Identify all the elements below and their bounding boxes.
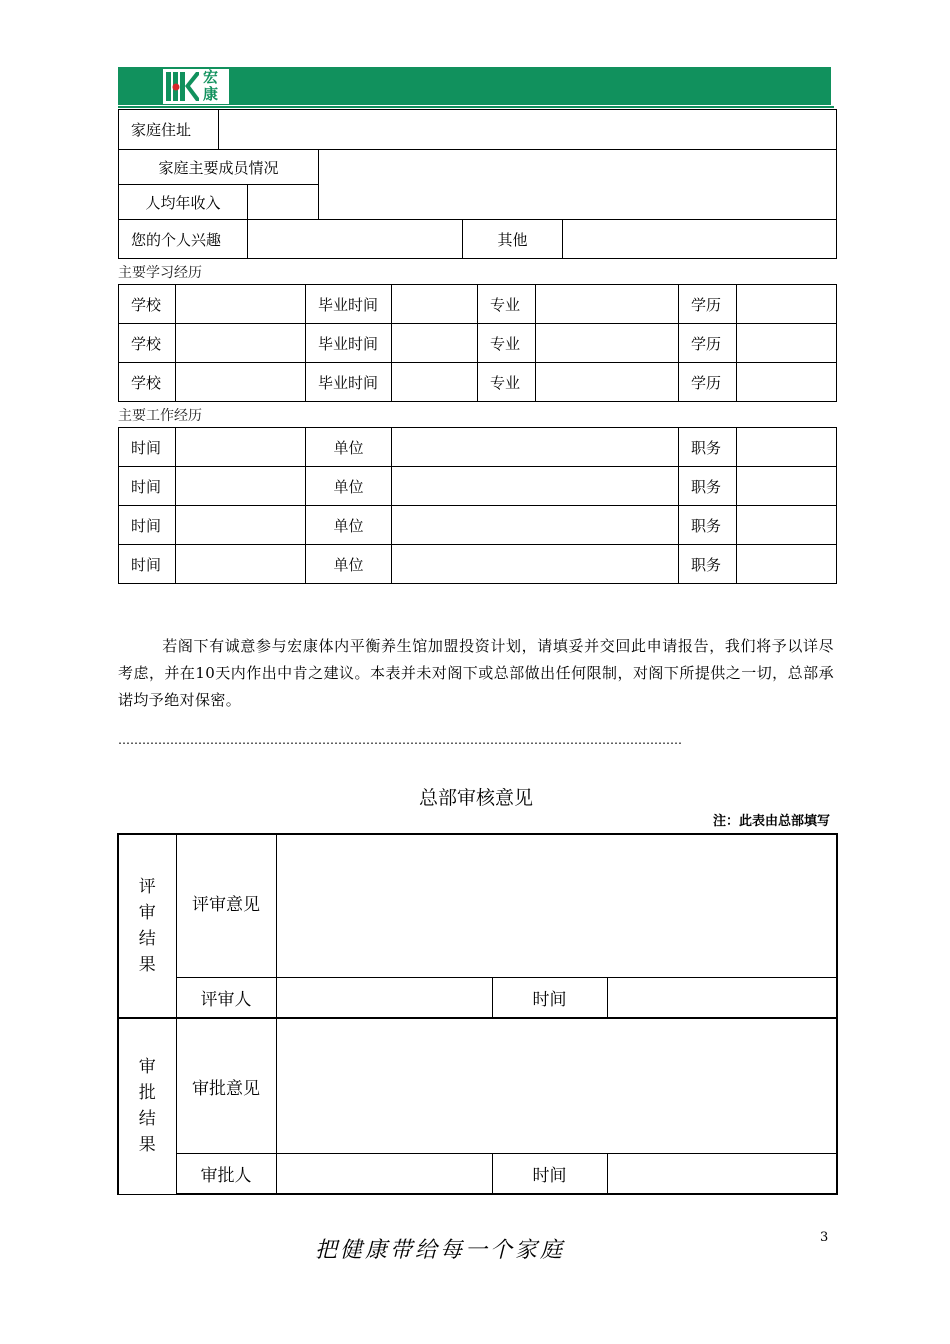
work-table — [118, 427, 837, 584]
time-label: 时间 — [119, 506, 176, 545]
income-field[interactable] — [248, 185, 319, 220]
approval-group-label: 审批结果 — [118, 1018, 176, 1194]
school-label: 学校 — [119, 285, 176, 324]
hobbies-field[interactable] — [248, 220, 463, 259]
position-field[interactable] — [737, 506, 837, 545]
review-note: 注：此表由总部填写 — [712, 814, 830, 829]
degree-label: 学历 — [679, 285, 737, 324]
other-field[interactable] — [563, 220, 837, 259]
evaluator-label: 评审人 — [176, 977, 276, 1018]
header-rule — [118, 106, 834, 108]
work-row — [119, 506, 837, 545]
work-row — [119, 467, 837, 506]
time-field[interactable] — [176, 428, 306, 467]
evaluation-time-label: 时间 — [492, 977, 607, 1018]
hk-logo-icon — [165, 70, 199, 103]
time-label: 时间 — [119, 467, 176, 506]
grad-time-field[interactable] — [392, 285, 478, 324]
review-table — [117, 833, 838, 1195]
major-label: 专业 — [478, 324, 536, 363]
evaluator-field[interactable] — [276, 977, 492, 1018]
time-label: 时间 — [119, 428, 176, 467]
position-field[interactable] — [737, 428, 837, 467]
unit-label: 单位 — [306, 428, 392, 467]
education-row — [119, 285, 837, 324]
degree-field[interactable] — [737, 285, 837, 324]
commitment-paragraph — [118, 633, 834, 714]
review-title: 总部审核意见 — [418, 787, 533, 809]
degree-field[interactable] — [737, 363, 837, 402]
position-field[interactable] — [737, 545, 837, 584]
unit-field[interactable] — [392, 506, 679, 545]
other-label: 其他 — [463, 220, 563, 259]
evaluation-time-field[interactable] — [607, 977, 837, 1018]
major-field[interactable] — [536, 363, 679, 402]
unit-field[interactable] — [392, 467, 679, 506]
work-section-title: 主要工作经历 — [118, 408, 202, 424]
major-label: 专业 — [478, 363, 536, 402]
time-field[interactable] — [176, 467, 306, 506]
hobbies-label: 您的个人兴趣 — [119, 220, 248, 259]
position-field[interactable] — [737, 467, 837, 506]
approval-time-label: 时间 — [492, 1153, 607, 1194]
address-field[interactable] — [219, 110, 837, 150]
evaluation-opinion-field[interactable] — [276, 834, 837, 977]
degree-label: 学历 — [679, 324, 737, 363]
address-label: 家庭住址 — [119, 110, 219, 150]
grad-time-label: 毕业时间 — [306, 324, 392, 363]
grad-time-label: 毕业时间 — [306, 363, 392, 402]
education-row — [119, 363, 837, 402]
page-number: 3 — [820, 1230, 829, 1245]
approver-field[interactable] — [276, 1153, 492, 1194]
education-table — [118, 284, 837, 402]
school-label: 学校 — [119, 363, 176, 402]
unit-label: 单位 — [306, 467, 392, 506]
grad-time-label: 毕业时间 — [306, 285, 392, 324]
position-label: 职务 — [679, 467, 737, 506]
position-label: 职务 — [679, 545, 737, 584]
education-section-title: 主要学习经历 — [118, 265, 202, 281]
school-label: 学校 — [119, 324, 176, 363]
position-label: 职务 — [679, 428, 737, 467]
school-field[interactable] — [176, 363, 306, 402]
approval-opinion-field[interactable] — [276, 1018, 837, 1153]
dotted-separator: …………………………………………………………………………………………………………………………… — [118, 733, 682, 747]
work-row — [119, 545, 837, 584]
major-field[interactable] — [536, 285, 679, 324]
evaluation-group-label: 评审结果 — [118, 834, 176, 1018]
grad-time-field[interactable] — [392, 363, 478, 402]
personal-info-table — [118, 109, 837, 259]
evaluation-opinion-label: 评审意见 — [176, 834, 276, 977]
approval-opinion-label: 审批意见 — [176, 1018, 276, 1153]
approver-label: 审批人 — [176, 1153, 276, 1194]
education-row — [119, 324, 837, 363]
brand-logo — [163, 69, 229, 104]
unit-label: 单位 — [306, 506, 392, 545]
work-row — [119, 428, 837, 467]
grad-time-field[interactable] — [392, 324, 478, 363]
family-members-label: 家庭主要成员情况 — [119, 150, 319, 185]
income-label: 人均年收入 — [119, 185, 248, 220]
position-label: 职务 — [679, 506, 737, 545]
commitment-text: 若阁下有诚意参与宏康体内平衡养生馆加盟投资计划，请填妥并交回此申请报告，我们将予以详尽考虑，并在10天内作出中肯之建议。本表并未对阁下或总部做出任何限制，对阁下所提供之一切，总部承诺均予绝对保密。 — [118, 637, 834, 709]
degree-label: 学历 — [679, 363, 737, 402]
family-members-field[interactable] — [319, 150, 837, 220]
degree-field[interactable] — [737, 324, 837, 363]
major-label: 专业 — [478, 285, 536, 324]
unit-field[interactable] — [392, 428, 679, 467]
footer-slogan: 把健康带给每一个家庭 — [315, 1238, 566, 1263]
time-field[interactable] — [176, 506, 306, 545]
brand-name: 宏康 — [203, 68, 219, 103]
approval-time-field[interactable] — [607, 1153, 837, 1194]
unit-label: 单位 — [306, 545, 392, 584]
time-label: 时间 — [119, 545, 176, 584]
school-field[interactable] — [176, 324, 306, 363]
school-field[interactable] — [176, 285, 306, 324]
time-field[interactable] — [176, 545, 306, 584]
unit-field[interactable] — [392, 545, 679, 584]
major-field[interactable] — [536, 324, 679, 363]
